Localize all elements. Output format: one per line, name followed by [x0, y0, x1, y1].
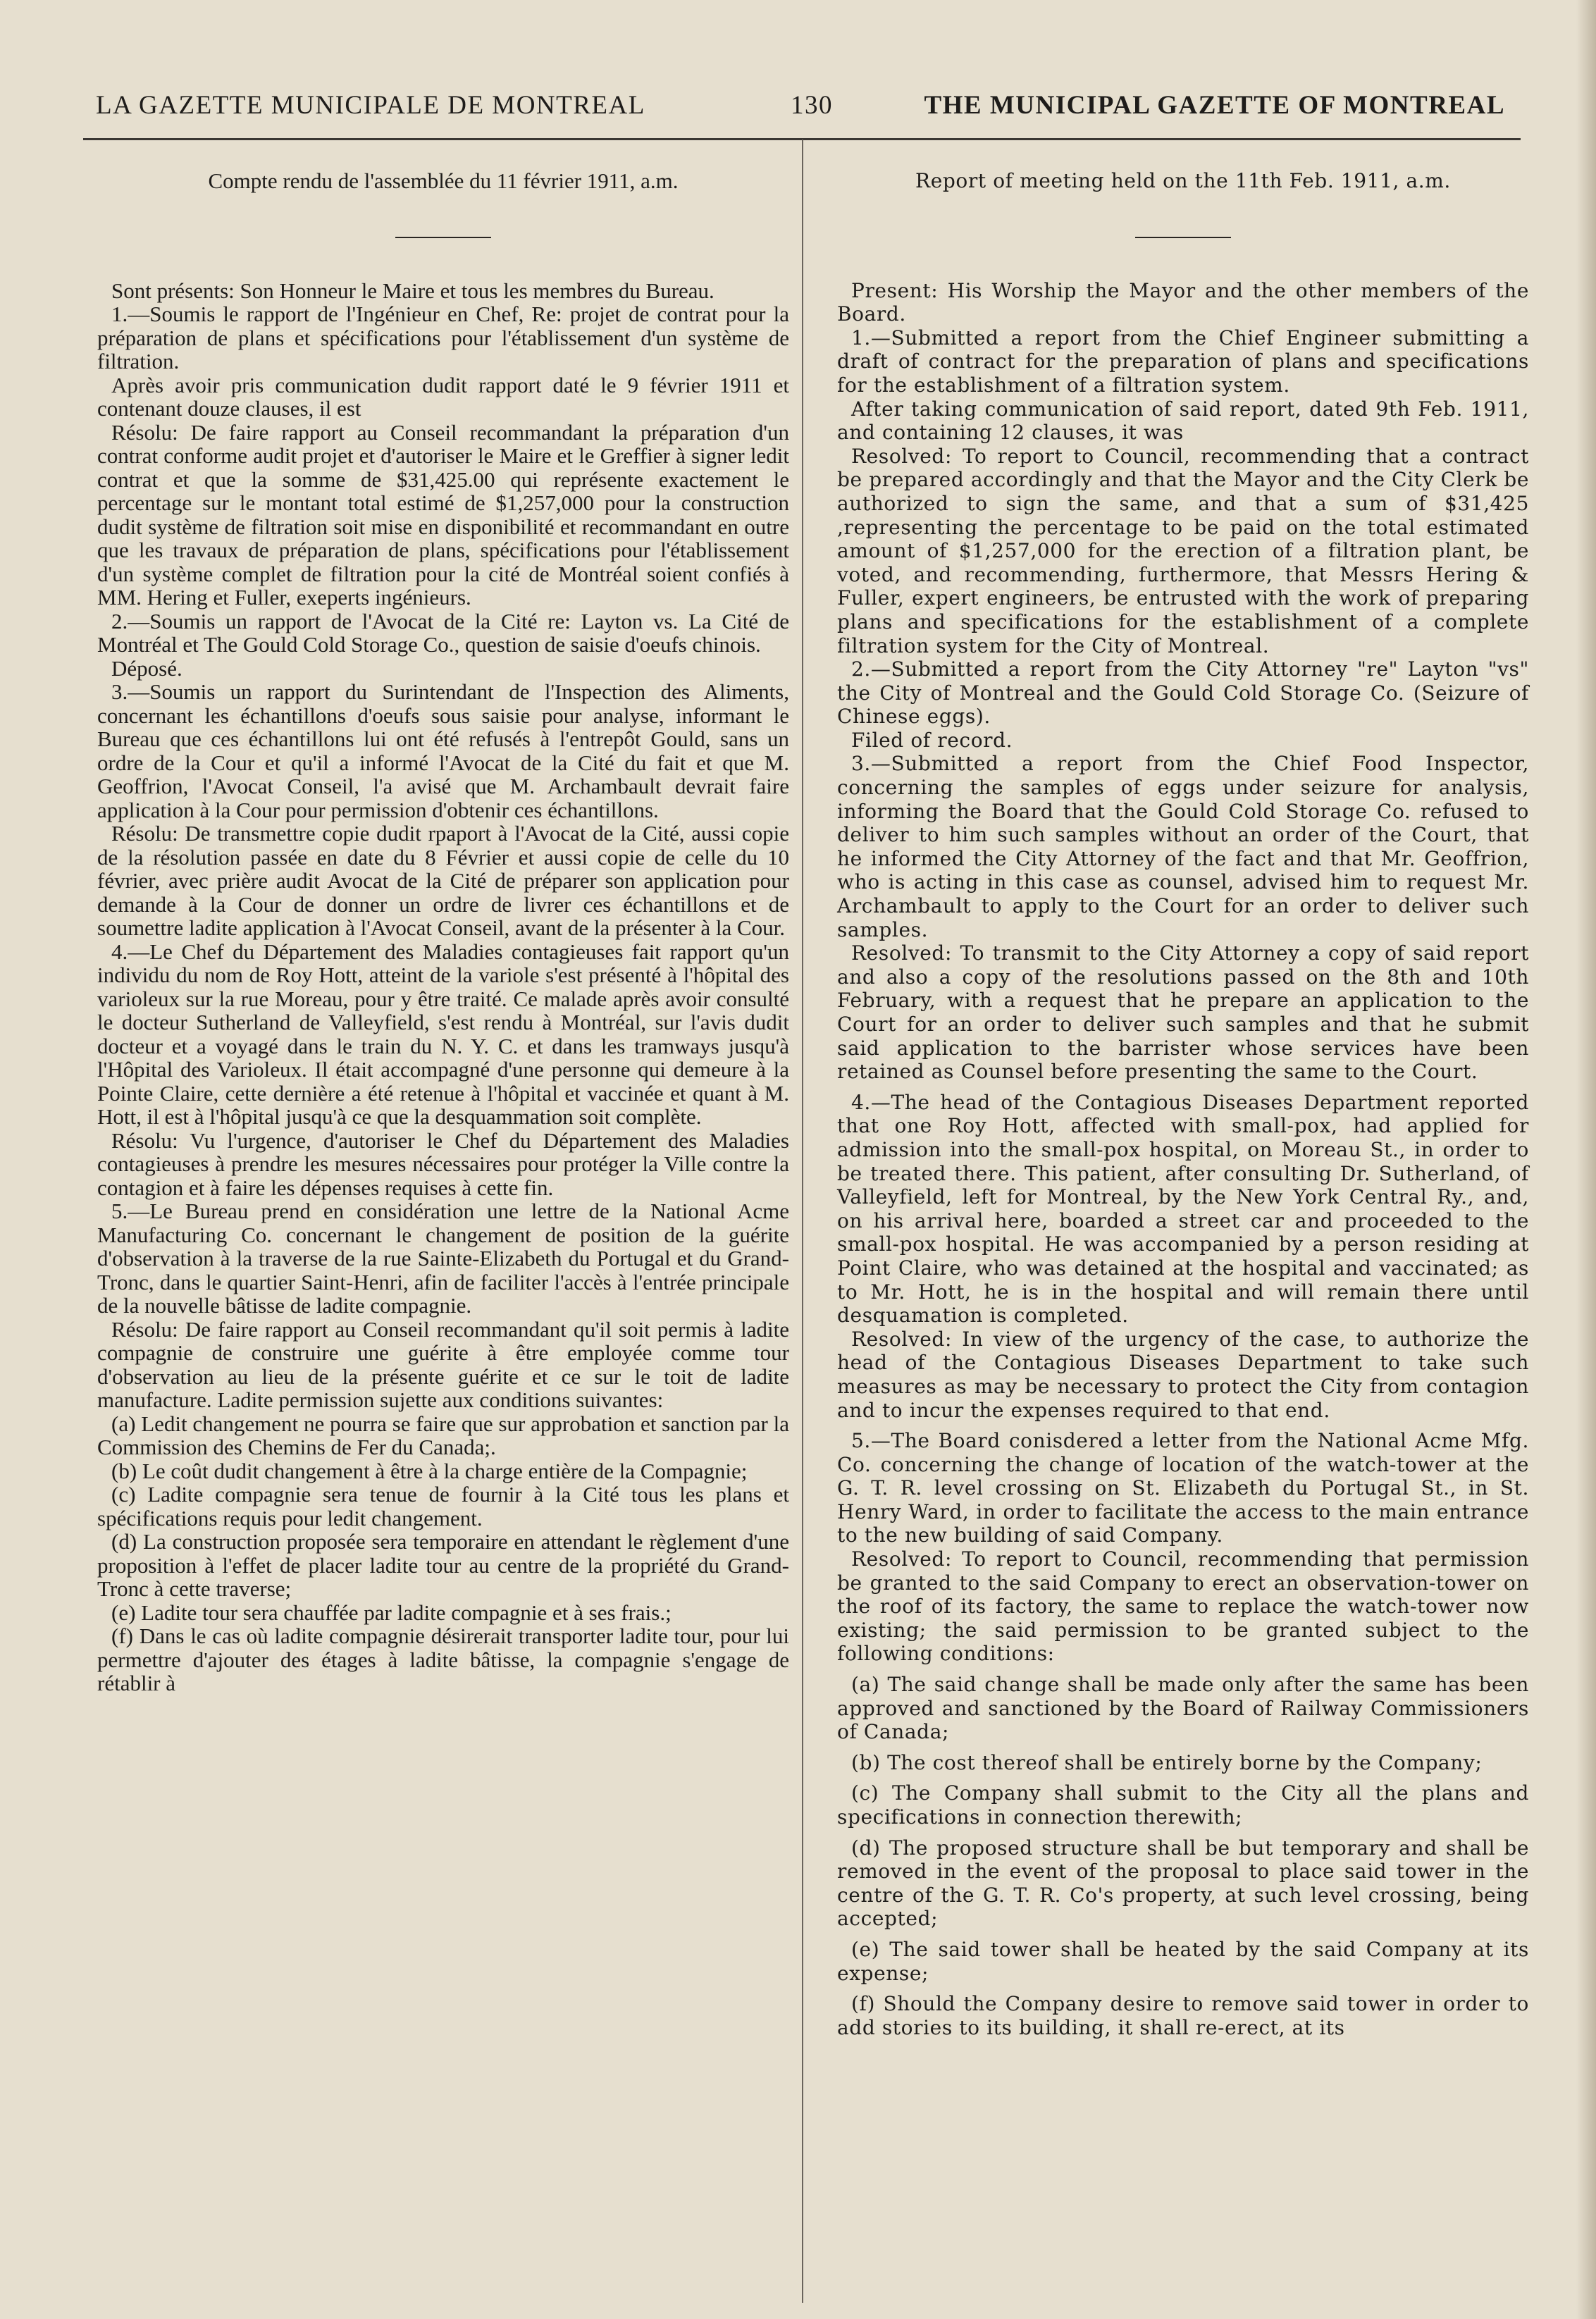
english-condition: (a) The said change shall be made only after the same has been approved and sanctioned by the Board of Railway Commissioners of Canada;	[837, 1673, 1529, 1744]
french-paragraph: Résolu: De transmettre copie dudit rpaport à l'Avocat de la Cité, aussi copie de la résolution passée en date du 8 Février et aussi copie de celle du 10 février, avec prière audit Avocat de la Cité de préparer son application pour demande à la Cour de donner un ordre de livrer ces échantillons et de soumettre ladite application à l'Avocat Conseil, avant de la présenter à la Cour.	[97, 821, 789, 940]
page-edge-shadow	[1576, 0, 1596, 2319]
french-paragraph: Résolu: De faire rapport au Conseil recommandant la préparation d'un contrat conforme audit projet et d'autoriser le Maire et le Greffier à signer ledit contrat et que la somme de $31,425.00 qui représente exactement le percentage sur le montant total estimé de $1,257,000 pour la construction dudit système de filtration soit mise en disponibilité et recommandant en outre que les travaux de préparation de plans, spécifications pour l'établissement d'un système complet de filtration pour la cité de Montréal soient confiés à MM. Hering et Fuller, exeperts ingénieurs.	[97, 419, 789, 610]
english-paragraph: Resolved: To report to Council, recommending that a contract be prepared accordingly and that the Mayor and the City Clerk be authorized to sign the same, and that a sum of $31,425 ,representing the percentage to be paid on the total estimated amount of $1,257,000 for the erection of a filtration plant, be voted, and recommending, furthermore, that Messrs Hering & Fuller, expert engineers, be entrusted with the work of preparing plans and specifications for the establishment of a complete filtration system for the City of Montreal.	[837, 444, 1529, 657]
english-paragraph: 3.—Submitted a report from the Chief Food Inspector, concerning the samples of eggs under seizure for analysis, informing the Board that the Gould Cold Storage Co. refused to deliver to him such samples without an order of the Court, that he informed the City Attorney of the fact and that Mr. Geoffrion, who is acting in this case as counsel, advised him to request Mr. Archambault to apply to the Court for an order to deliver such samples.	[837, 752, 1529, 941]
french-paragraph: 4.—Le Chef du Département des Maladies contagieuses fait rapport qu'un individu du nom de Roy Hott, atteint de la variole s'est présenté à l'hôpital des varioleux sur la rue Moreau, pour y être traité. Ce malade après avoir consulté le docteur Sutherland de Valleyfield, s'est rendu à Montréal, sur l'avis dudit docteur et a voyagé dans le train du N. Y. C. et dans les tramways jusqu'à l'Hôpital des Varioleux. Il était accompagné d'une personne qui demeure à la Pointe Claire, cette dernière a été retenue à l'hôpital et vaccinée et quant à M. Hott, il est à l'hôpital jusqu'à ce que la desquammation soit complète.	[97, 939, 789, 1129]
french-title: Compte rendu de l'assemblée du 11 février 1911, a.m.	[208, 168, 679, 193]
english-condition: (f) Should the Company desire to remove said tower in order to add stories to its building, it shall re-erect, at its	[837, 1992, 1529, 2039]
french-condition: (a) Ledit changement ne pourra se faire que sur approbation et sanction par la Commission des Chemins de Fer du Canada;.	[97, 1411, 789, 1459]
english-condition: (b) The cost thereof shall be entirely borne by the Company;	[851, 1750, 1483, 1774]
running-head	[96, 90, 1505, 125]
english-title: Report of meeting held on the 11th Feb. 1911, a.m.	[915, 169, 1451, 192]
english-paragraph: Resolved: To transmit to the City Attorney a copy of said report and also a copy of the resolutions passed on the 8th and 10th February, with a request that he prepare an application to the Court for an order to deliver such samples and that he submit said application to the barrister whose services have been retained as Counsel before presenting the same to the Court.	[837, 941, 1529, 1084]
english-column	[837, 161, 1529, 2039]
english-condition: (d) The proposed structure shall be but temporary and shall be removed in the event of the proposal to place said tower in the centre of the G. T. R. Co's property, at such level crossing, being accepted;	[837, 1836, 1529, 1931]
english-paragraph: 4.—The head of the Contagious Diseases Department reported that one Roy Hott, affected with small-pox, had applied for admission into the small-pox hospital, on Moreau St., in order to be treated there. This patient, after consulting Dr. Sutherland, of Valleyfield, left for Montreal, by the New York Central Ry., and, on his arrival here, boarded a street car and proceeded to the small-pox hospital. He was accompanied by a person residing at Point Claire, who was detained at the hospital and vaccinated; as to Mr. Hott, he is in the hospital and will remain there until desquamation is completed.	[837, 1090, 1529, 1328]
french-condition: (c) Ladite compagnie sera tenue de fournir à la Cité tous les plans et spécifications requis pour ledit changement.	[97, 1482, 789, 1530]
french-paragraph: 1.—Soumis le rapport de l'Ingénieur en Chef, Re: projet de contrat pour la préparation de plans et spécifications pour l'établissement d'un système de filtration.	[97, 302, 789, 373]
english-paragraph: After taking communication of said report, dated 9th Feb. 1911, and containing 12 clauses, it was	[837, 397, 1529, 445]
french-paragraph: Après avoir pris communication dudit rapport daté le 9 février 1911 et contenant douze clauses, il est	[97, 372, 789, 421]
english-paragraph: Present: His Worship the Mayor and the other members of the Board.	[837, 278, 1529, 326]
french-paragraph: 2.—Soumis un rapport de l'Avocat de la Cité re: Layton vs. La Cité de Montréal et The Gould Cold Storage Co., question de saisie d'oeufs chinois.	[97, 608, 789, 657]
french-paragraph: 5.—Le Bureau prend en considération une lettre de la National Acme Manufacturing Co. concernant le changement de position de la guérite d'observation à la traverse de la rue Sainte-Elizabeth du Portugal et du Grand-Tronc, dans le quartier Saint-Henri, afin de faciliter l'accès à l'entrée principale de la nouvelle bâtisse de ladite compagnie.	[97, 1199, 789, 1318]
french-paragraph: Résolu: De faire rapport au Conseil recommandant qu'il soit permis à ladite compagnie de construire une guérite à être employée comme tour d'observation au lieu de la présente guérite et ce sur le toit de ladite manufacture. Ladite permission sujette aux conditions suivantes:	[97, 1316, 789, 1412]
english-title-rule	[1135, 237, 1231, 238]
french-paragraph: Déposé.	[111, 655, 183, 681]
page-number: 130	[791, 91, 833, 120]
header-left-title: LA GAZETTE MUNICIPALE DE MONTREAL	[96, 91, 645, 120]
english-condition: (c) The Company shall submit to the City all the plans and specifications in connection therewith;	[837, 1781, 1529, 1829]
english-paragraph: 1.—Submitted a report from the Chief Engineer submitting a draft of contract for the preparation of plans and specifications for the establishment of a filtration system.	[837, 326, 1529, 397]
english-paragraph: Resolved: In view of the urgency of the case, to authorize the head of the Contagious Diseases Department to take such measures as may be necessary to protect the City from contagion and to incur the expenses required to that end.	[837, 1327, 1529, 1422]
french-paragraph: Résolu: Vu l'urgence, d'autoriser le Chef du Département des Maladies contagieuses à prendre les mesures nécessaires pour protéger la Ville contre la contagion et à faire les dépenses requises à cette fin.	[97, 1127, 789, 1200]
header-right-title: THE MUNICIPAL GAZETTE OF MONTREAL	[924, 91, 1505, 120]
french-title-rule	[395, 237, 491, 238]
english-paragraph: Resolved: To report to Council, recommending that permission be granted to the said Company to erect an observation-tower on the roof of its factory, the same to replace the watch-tower now existing; the said permission to be granted subject to the following conditions:	[837, 1547, 1529, 1666]
french-paragraph: 3.—Soumis un rapport du Surintendant de l'Inspection des Aliments, concernant les échantillons d'oeufs sous saisie pour analyse, informant le Bureau que ces échantillons lui ont été refusés à l'entrepôt Gould, sans un ordre de la Cour et qu'il a informé l'Avocat de la Cité du fait et que M. Geoffrion, l'Avocat Conseil, l'a avisé que M. Archambault devrait faire application à la Cour pour permission d'obtenir ces échantillons.	[97, 679, 789, 822]
french-condition: (e) Ladite tour sera chauffée par ladite compagnie et à ses frais.;	[111, 1600, 672, 1625]
french-paragraph: Sont présents: Son Honneur le Maire et tous les membres du Bureau.	[111, 278, 715, 303]
french-column	[97, 161, 789, 1695]
column-divider	[802, 140, 803, 2303]
french-condition: (d) La construction proposée sera temporaire en attendant le règlement d'une proposition à l'effet de placer ladite tour au centre de la propriété du Grand-Tronc à cette traverse;	[97, 1529, 789, 1601]
english-paragraph: 2.—Submitted a report from the City Attorney "re" Layton "vs" the City of Montreal and the Gould Cold Storage Co. (Seizure of Chinese eggs).	[837, 657, 1529, 729]
french-condition: (f) Dans le cas où ladite compagnie désirerait transporter ladite tour, pour lui permettre d'ajouter des étages à ladite bâtisse, la compagnie s'engage de rétablir à	[97, 1624, 789, 1695]
french-condition: (b) Le coût dudit changement à être à la charge entière de la Compagnie;	[111, 1458, 748, 1483]
english-paragraph: Filed of record.	[851, 728, 1013, 752]
english-condition: (e) The said tower shall be heated by the said Company at its expense;	[837, 1937, 1529, 1985]
english-paragraph: 5.—The Board conisdered a letter from the National Acme Mfg. Co. concerning the change of location of the watch-tower at the G. T. R. level crossing on St. Elizabeth du Portugal St., in St. Henry Ward, in order to facilitate the access to the main entrance to the new building of said Company.	[837, 1429, 1529, 1547]
